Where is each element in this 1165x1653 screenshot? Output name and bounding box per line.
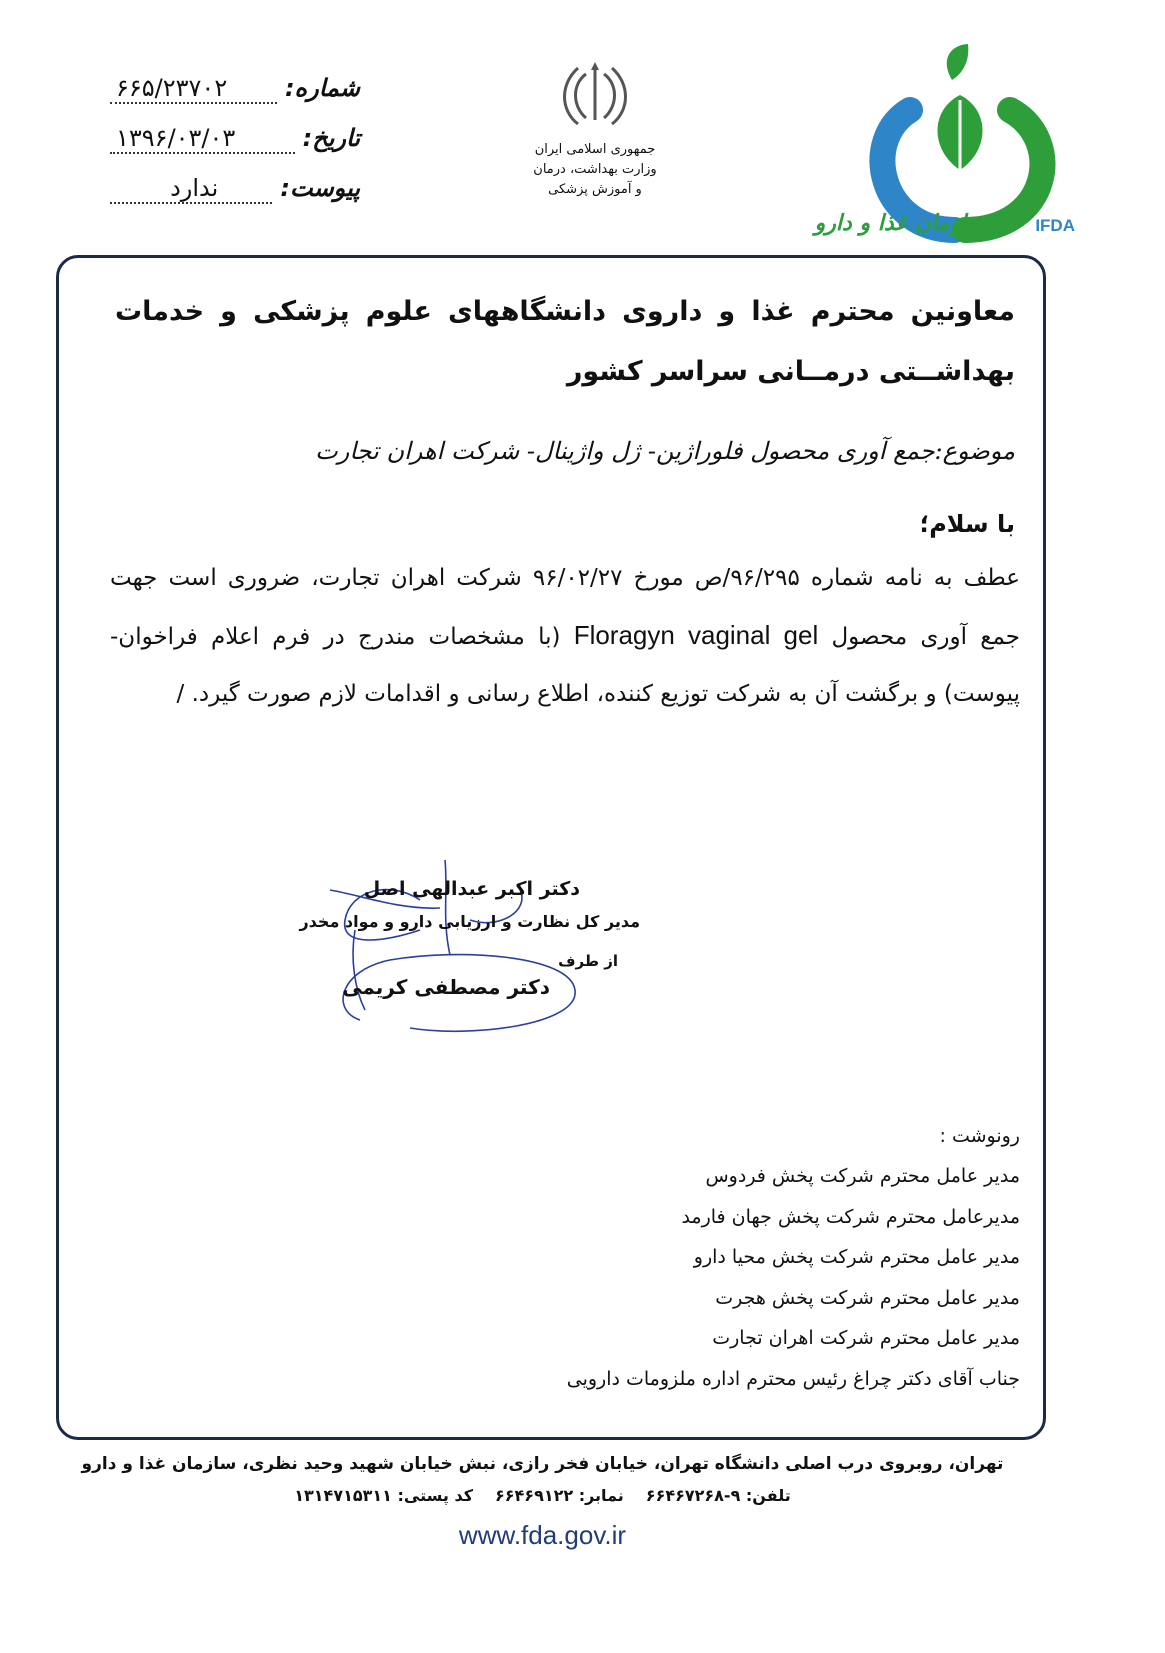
emblem-line2: وزارت بهداشت، درمان [533,162,657,177]
attachment-value: ندارد [110,174,272,204]
signature-block [270,860,640,1040]
number-label: شماره: [284,74,360,102]
signatory-title: مدیر کل نظارت و ارزیابی دارو و مواد مخدر [299,912,640,931]
cc-item: مدیر عامل محترم شرکت اهران تجارت [712,1327,1020,1349]
attachment-label: پیوست: [280,174,360,202]
cc-list [320,1116,1020,1399]
number-value: ۶۶۵/۲۳۷۰۲ [110,74,277,104]
footer-phone: تلفن: ۹-۶۶۴۶۷۲۶۸ [645,1486,791,1505]
footer-fax: نمابر: ۶۶۴۶۹۱۲۲ [495,1486,624,1505]
cc-item: جناب آقای دکتر چراغ رئیس محترم اداره ملزومات دارویی [566,1367,1020,1390]
ministry-emblem [520,60,670,200]
on-behalf-label: از طرف [558,952,618,970]
letter-metadata [110,74,360,224]
logo-caption [814,210,1075,240]
number-row [110,74,360,124]
date-value: ۱۳۹۶/۰۳/۰۳ [110,124,295,154]
letter-footer [30,1448,1055,1551]
body-part1: عطف به نامه شماره ۹۶/۲۹۵/ص مورخ ۹۶/۰۲/۲۷ شرکت اهران تجارت، ضروری است جهت جمع آوری محصول [110,565,1020,650]
cc-item: مدیر عامل محترم شرکت پخش محیا دارو [693,1246,1020,1268]
cc-title: رونوشت : [939,1125,1020,1147]
iran-emblem-icon [562,60,628,130]
emblem-line1: جمهوری اسلامی ایران [534,142,656,157]
signatory-name: دکتر اکبر عبدالهی اصل [363,878,580,900]
date-label: تاریخ: [302,124,360,152]
cc-item: مدیر عامل محترم شرکت پخش هجرت [715,1286,1020,1309]
body-part2: (با مشخصات مندرج در فرم اعلام فراخوان-پیوست) و برگشت آن به شرکت توزیع کننده، اطلاع رسانی و اقدامات لازم صورت گیرد. / [110,624,1020,707]
logo-text-fa: سازمان غذا و دارو [814,210,985,236]
website-link[interactable]: www.fda.gov.ir [458,1520,627,1550]
cc-item: مدیر عامل محترم شرکت پخش فردوس [705,1165,1020,1187]
addressee: معاونین محترم غذا و داروی دانشگاههای علوم پزشکی و خدمات بهداشــتی درمــانی سراسر کشور [115,296,1015,387]
footer-address: تهران، روبروی درب اصلی دانشگاه تهران، خیابان فخر رازی، نبش خیابان شهید وحید نظری، سازمان غذا و دارو [81,1454,1004,1474]
cc-item: مدیرعامل محترم شرکت پخش جهان فارمد [681,1205,1020,1228]
date-row [110,124,360,174]
greeting: با سلام؛ [919,510,1015,538]
emblem-line3: و آموزش پزشکی [548,182,642,197]
subject-line: موضوع:جمع آوری محصول فلوراژین- ژل واژینال- شرکت اهران تجارت [315,437,1015,465]
logo-text-en: IFDA [1035,216,1075,235]
attachment-row [110,174,360,224]
product-name: Floragyn vaginal gel [573,620,819,650]
signer-name: دکتر مصطفی کریمی [342,975,550,999]
footer-contact [30,1480,1055,1512]
letter-body [110,550,1020,723]
footer-postal-code: کد پستی: ۱۳۱۴۷۱۵۳۱۱ [294,1486,473,1505]
